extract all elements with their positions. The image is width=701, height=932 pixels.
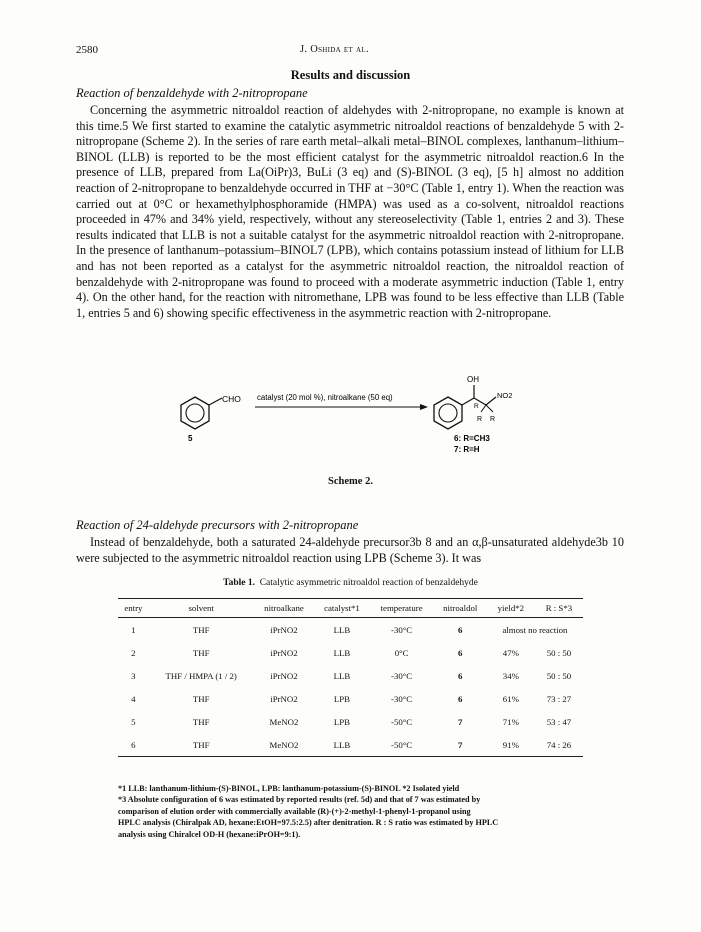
cell-temperature: -50°C bbox=[370, 733, 434, 757]
cell-catalyst: LLB bbox=[333, 625, 351, 635]
cell-yield: 47% bbox=[502, 648, 519, 658]
subsection-title-benzaldehyde: Reaction of benzaldehyde with 2-nitropropane bbox=[76, 86, 308, 100]
substrate-group: CHO bbox=[222, 394, 241, 404]
product-no2: NO2 bbox=[497, 391, 513, 400]
header-rs-ratio: R : S*3 bbox=[535, 599, 583, 618]
cell-nitroaldol: 6 bbox=[458, 648, 463, 658]
table-row bbox=[118, 664, 583, 687]
table-header-row bbox=[118, 599, 583, 618]
table-row bbox=[118, 733, 583, 757]
cell-temperature: -30°C bbox=[391, 671, 413, 681]
cell-catalyst: LLB bbox=[333, 648, 351, 658]
table-row bbox=[118, 641, 583, 664]
cell-nitroaldol: 6 bbox=[458, 625, 463, 635]
cell-solvent: THF / HMPA (1 / 2) bbox=[165, 671, 237, 681]
cell-rs-ratio: 73 : 27 bbox=[546, 694, 572, 704]
cell-entry: 5 bbox=[131, 717, 136, 727]
cell-rs-ratio: 74 : 26 bbox=[535, 733, 583, 757]
table-footnotes bbox=[118, 783, 588, 840]
cell-catalyst: LLB bbox=[314, 733, 369, 757]
benzene-ring-substrate bbox=[181, 397, 222, 429]
table-row bbox=[118, 618, 583, 642]
footnote-line: comparison of elution order with commercially available (R)-(+)-2-methyl-1-phenyl-1-propanol using bbox=[118, 806, 471, 816]
footnote-line: HPLC analysis (Chiralpak AD, hexane:EtOH=97.5:2.5) after denitration. R : S ratio was estimated by HPLC bbox=[118, 818, 499, 828]
cell-catalyst: LPB bbox=[333, 717, 350, 727]
cell-nitroaldol: 7 bbox=[434, 733, 487, 757]
cell-nitroaldol: 6 bbox=[458, 671, 463, 681]
cell-nitroaldol: 7 bbox=[458, 717, 463, 727]
cell-solvent: THF bbox=[192, 694, 210, 704]
cell-yield: 61% bbox=[502, 694, 519, 704]
header-solvent: solvent bbox=[149, 599, 254, 618]
cell-rs-ratio: 53 : 47 bbox=[546, 717, 572, 727]
scheme-label: Scheme 2. bbox=[328, 476, 373, 487]
cell-temperature: -30°C bbox=[391, 694, 413, 704]
benzene-ring-product bbox=[434, 385, 496, 429]
footnote-line: *3 Absolute configuration of 6 was estimated by reported results (ref. 5d) and that of 7 was estimated by bbox=[118, 795, 481, 805]
table-row bbox=[118, 687, 583, 710]
cell-solvent: THF bbox=[192, 717, 210, 727]
cell-solvent: THF bbox=[192, 648, 210, 658]
header-temperature: temperature bbox=[370, 599, 434, 618]
cell-entry: 6 bbox=[118, 733, 149, 757]
table-caption: Table 1. Catalytic asymmetric nitroaldol reaction of benzaldehyde bbox=[223, 578, 478, 588]
cell-entry: 2 bbox=[131, 648, 136, 658]
cell-catalyst: LLB bbox=[333, 671, 351, 681]
product-label-7: 7: R=H bbox=[454, 445, 480, 454]
scheme-2-diagram bbox=[0, 365, 701, 475]
cell-yield: 71% bbox=[502, 717, 519, 727]
table-row bbox=[118, 710, 583, 733]
cell-yield: 34% bbox=[502, 671, 519, 681]
cell-temperature: -30°C bbox=[391, 625, 413, 635]
cell-nitroaldol: 6 bbox=[458, 694, 463, 704]
page-number: 2580 bbox=[76, 44, 98, 56]
cell-nitroalkane: iPrNO2 bbox=[270, 625, 298, 635]
cell-nitroalkane: iPrNO2 bbox=[270, 671, 298, 681]
cell-rs-ratio: 50 : 50 bbox=[546, 671, 572, 681]
header-entry: entry bbox=[118, 599, 149, 618]
subsection-title-24-aldehyde: Reaction of 24-aldehyde precursors with 2-nitropropane bbox=[76, 518, 359, 532]
header-nitroalkane: nitroalkane bbox=[254, 599, 315, 618]
product-label-6: 6: R=CH3 bbox=[454, 434, 490, 443]
header-yield: yield*2 bbox=[487, 599, 535, 618]
footnote-line: *1 LLB: lanthanum-lithium-(S)-BINOL, LPB: lanthanum-potassium-(S)-BINOL *2 Isolated yield bbox=[118, 784, 460, 793]
cell-entry: 4 bbox=[131, 694, 136, 704]
cell-yield: 91% bbox=[487, 733, 535, 757]
cell-rs-ratio: 50 : 50 bbox=[546, 648, 572, 658]
footnote-line: analysis using Chiralcel OD-H (hexane:iPrOH=9:1). bbox=[118, 829, 301, 839]
cell-solvent: THF bbox=[192, 625, 210, 635]
paragraph-2: Instead of benzaldehyde, both a saturated 24-aldehyde precursor3b 8 and an α,β-unsaturated aldehyde3b 10 were subjected to the asymmetric nitroaldol reaction using LPB (Scheme 3). It was bbox=[76, 535, 624, 565]
results-table bbox=[118, 598, 583, 757]
cell-temperature: 0°C bbox=[394, 648, 409, 658]
cell-entry: 3 bbox=[131, 671, 136, 681]
cell-yield: almost no reaction bbox=[502, 625, 568, 635]
cell-catalyst: LPB bbox=[333, 694, 350, 704]
cell-nitroalkane: iPrNO2 bbox=[270, 648, 298, 658]
reaction-conditions: catalyst (20 mol %), nitroalkane (50 eq) bbox=[257, 393, 393, 402]
cell-entry: 1 bbox=[131, 625, 136, 635]
paragraph-1: Concerning the asymmetric nitroaldol reaction of aldehydes with 2-nitropropane, no example is known at this time.5 We first started to examine the catalytic asymmetric nitroaldol reactions of benzaldehyde 5 with 2-nitropropane (Scheme 2). In the series of rare earth metal–alkali metal–BINOL complexes, lanthanum–lithium–BINOL (LLB) is reported to be the most efficient catalyst for the asymmetric nitroaldol reaction.6 In the presence of LLB, prepared from La(OiPr)3, BuLi (3 eq) and (S)-BINOL (3 eq), [5 h] almost no addition reaction of 2-nitropropane to benzaldehyde occurred in THF at −30°C (Table 1, entry 1). When the reaction was carried out at 0°C or hexamethylphosphoramide (HMPA) was used as a co-solvent, nitroaldol reactions proceeded in 47% and 34% yield, respectively, without any stereoselectivity (Table 1, entries 2 and 3). These results indicated that LLB is not a suitable catalyst for the asymmetric nitroaldol reaction with 2-nitropropane. In the presence of lanthanum–potassium–BINOL7 (LPB), which contains potassium instead of lithium for LLB and has not been reported as a catalyst for the asymmetric nitroaldol reaction, the nitroaldol reaction of benzaldehyde with 2-nitropropane was found to proceed with a moderate asymmetric induction (Table 1, entry 4). On the other hand, for the reaction with nitromethane, LPB was found to be less effective than LLB (Table 1, entries 5 and 6) showing specific effectiveness in the asymmetric reaction with 2-nitropropane. bbox=[76, 103, 624, 320]
cell-temperature: -50°C bbox=[391, 717, 413, 727]
stereo-label-2: R bbox=[477, 416, 483, 423]
substrate-label: 5 bbox=[188, 434, 193, 443]
cell-nitroalkane: iPrNO2 bbox=[270, 694, 298, 704]
header-catalyst: catalyst*1 bbox=[314, 599, 369, 618]
cell-nitroalkane: MeNO2 bbox=[269, 717, 299, 727]
running-head: J. Oshida et al. bbox=[300, 44, 369, 55]
cell-solvent: THF bbox=[149, 733, 254, 757]
reaction-arrow-icon bbox=[255, 404, 428, 410]
section-title: Results and discussion bbox=[290, 68, 411, 82]
stereo-label-1: R bbox=[474, 403, 479, 410]
cell-nitroalkane: MeNO2 bbox=[254, 733, 315, 757]
product-oh: OH bbox=[467, 375, 479, 384]
header-nitroaldol: nitroaldol bbox=[434, 599, 487, 618]
stereo-label-3: R bbox=[490, 416, 496, 423]
